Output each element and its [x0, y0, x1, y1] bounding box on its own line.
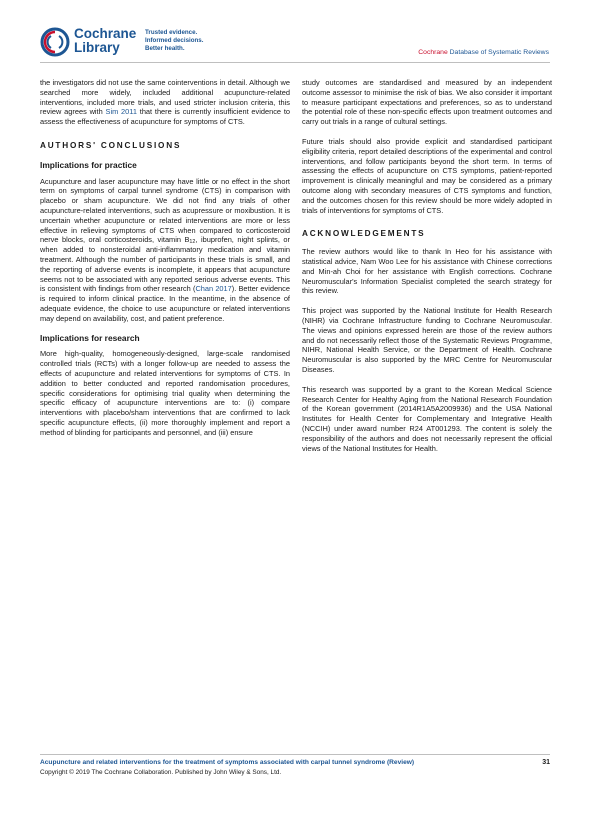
subheading-practice: Implications for practice: [40, 159, 137, 170]
reference-link-chan-2017[interactable]: Chan 2017: [195, 284, 232, 294]
tagline: [145, 29, 203, 53]
subscript: 12: [189, 239, 196, 246]
left-column: [40, 78, 290, 448]
subheading-research: Implications for research: [40, 332, 140, 343]
page-header: [0, 0, 591, 70]
text-run: Acupuncture and laser acupuncture may have little or no effect in the short term on symptoms of carpal tunnel syndrome (CTS) in comparison with placebo or sham acupuncture. We did not find any trials of other acupuncture-related interventions, such as acupressure or moxibustion. It is uncertain whether acupuncture or related interventions are more or less effective in relieving symptoms of CTS when compared to corticosteroid nerve blocks, oral corticosteroids, vitamin B: [40, 176, 290, 245]
text-run: , ibuprofen, night splints, or when added to nonsteroidal anti-inflammatory medication and vitamin treatment. Although the number of participants in these trials is small, and the reporting of adverse events is incomplete, it appears that acupuncture seems not to be associated with any reported serious adverse events. This is consistent with findings from other research (: [40, 235, 290, 294]
research-paragraph-cont: study outcomes are standardised and measured by an independent outcome assessor to minimise the risk of bias. We also consider it important to measure participant expectations and preferences, so as to understand the potential role of these non-specific effects upon treatment outcomes and carry out trials in a range of cultural settings.: [302, 78, 552, 127]
header-divider: [40, 62, 550, 63]
page-footer: [40, 754, 550, 776]
reference-link-sim-2011[interactable]: Sim 2011: [105, 107, 137, 117]
right-column: [302, 78, 552, 463]
review-title[interactable]: Acupuncture and related interventions for the treatment of symptoms associated with carpal tunnel syndrome (Review): [40, 759, 415, 766]
practice-paragraph: [40, 177, 290, 324]
cochrane-logo-icon: [40, 27, 70, 57]
database-suffix: Database of Systematic Reviews: [449, 49, 549, 56]
brand-name[interactable]: [74, 27, 136, 55]
discussion-paragraph: [40, 78, 290, 127]
ack-paragraph-2: This project was supported by the National Institute for Health Research (NIHR) via Cochrane Infrastructure funding to Cochrane Neuromuscular. The views and opinions expressed herein are those of the review authors and do not necessarily reflect those of the Systematic Reviews Programme, NIHR, National Health Service, or the Department of Health. Cochrane Neuromuscular is also supported by the MRC Centre for Neuromuscular Diseases.: [302, 306, 552, 374]
brand-line2: Library: [74, 40, 120, 55]
page-number: 31: [542, 759, 550, 766]
tagline-line3: Better health.: [145, 45, 185, 52]
ack-paragraph-1: The review authors would like to thank In Heo for his assistance with statistical advice, Nam Woo Lee for his assistance with Chinese corrections and Min-ah Choi for her assistance with English corrections. Cochrane Neuromuscular's Information Specialist completed the search strategy for this review.: [302, 247, 552, 296]
brand-line1: Cochrane: [74, 26, 137, 41]
copyright: Copyright © 2019 The Cochrane Collaboration. Published by John Wiley & Sons, Ltd.: [40, 769, 282, 776]
tagline-line1: Trusted evidence.: [145, 29, 198, 36]
section-heading-conclusions: AUTHORS' CONCLUSIONS: [40, 140, 182, 150]
text-run: ). Better evidence is required to inform clinical practice. In the meantime, in the absence of adequate evidence, the choice to use acupuncture or related interventions may depend on availability, cost, and patient preference.: [40, 284, 290, 323]
tagline-line2: Informed decisions.: [145, 37, 204, 44]
section-heading-acknowledgements: ACKNOWLEDGEMENTS: [302, 229, 426, 239]
database-name: [418, 49, 549, 56]
text-run: that there is currently insufficient evidence to assess the effectiveness of acupuncture for symptoms of CTS.: [40, 107, 290, 127]
future-trials-paragraph: Future trials should also provide explicit and standardised participant eligibility criteria, report detailed descriptions of the experimental and control interventions, and follow participants beyond the short term. In terms of assessing the effects of acupuncture on CTS symptoms, patient-reported improvement is clinically meaningful and may be considered as a primary outcome along with secondary measures of CTS symptoms and function, and the outcomes chosen for this review should be more widely adopted in trials of interventions for symptoms of CTS.: [302, 136, 552, 215]
research-paragraph: More high-quality, homogeneously-designed, large-scale randomised controlled trials (RCTs) with a longer follow-up are needed to assess the effects of acupuncture and related interventions for symptoms of CTS. In addition to better conducted and reported randomisation procedures, specific considerations for optimising trial quality when determining the specific efficacy of acupuncture interventions are to: (i) compare interventions with placebo/sham interventions that are confirmed to lack specific acupuncture effects, (ii) more thoroughly implement and report a method of blinding for participants and personnel, and (iii) ensure: [40, 349, 290, 437]
ack-paragraph-3: This research was supported by a grant to the Korean Medical Science Research Center for Healthy Aging from the National Research Foundation of the Korean government (2014R1A5A2009936) and the USA National Institutes for Health Center for Complementary and Integrative Health (NCCIH) under award number R24 AT001293. The content is solely the responsibility of the authors and does not necessarily represent the official views of the National Institutes for Health.: [302, 384, 552, 453]
database-prefix: Cochrane: [418, 49, 448, 56]
text-run: the investigators did not use the same cointerventions in detail. Although we searched more widely, included additional acupuncture-related interventions, included more trials, and used stricter inclusion criteria, this review agrees with: [40, 78, 290, 117]
